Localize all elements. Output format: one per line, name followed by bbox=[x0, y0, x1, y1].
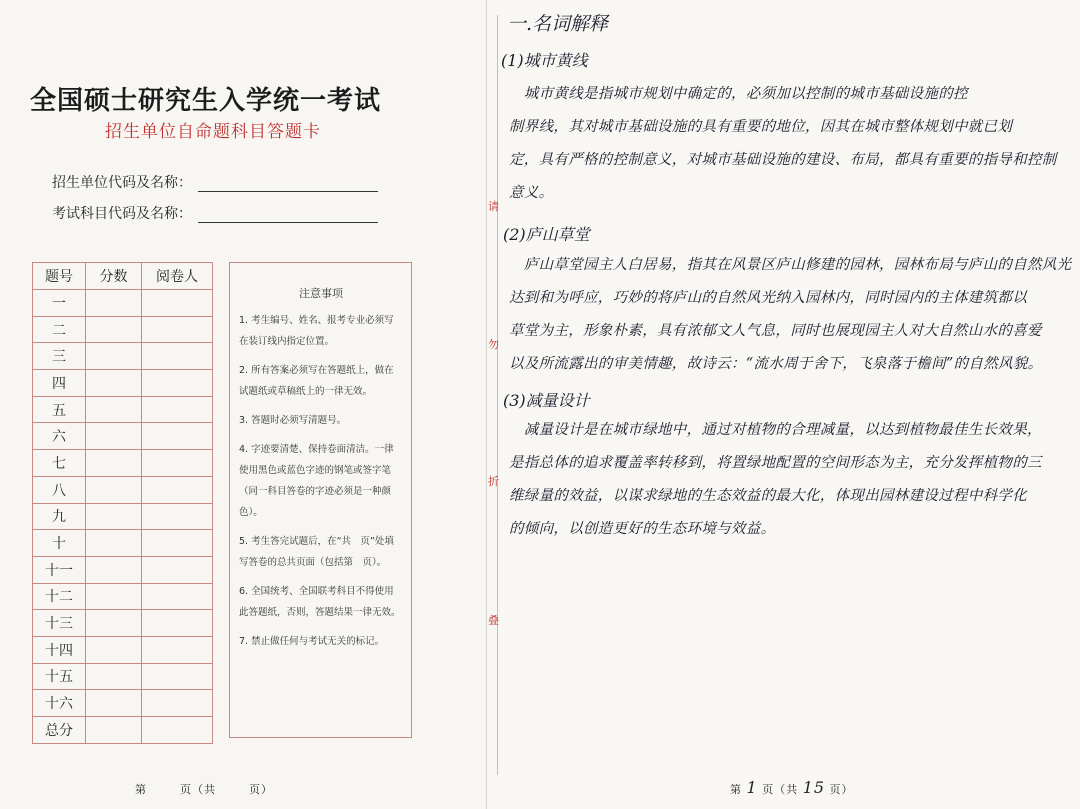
score-table-question-cell: 十五 bbox=[33, 663, 86, 690]
score-table-header-grader: 阅卷人 bbox=[142, 263, 213, 290]
answer-line: 达到和为呼应，巧妙的将庐山的自然风光纳入园林内，同时园内的主体建筑都以 bbox=[509, 290, 1027, 306]
score-table-question-cell: 四 bbox=[33, 370, 86, 397]
unit-code-label: 招生单位代码及名称： bbox=[52, 175, 192, 191]
section-title: (2)庐山草堂 bbox=[503, 225, 590, 244]
answer-line: 庐山草堂园主人白居易，指其在风景区庐山修建的园林，园林布局与庐山的自然风光 bbox=[509, 257, 1072, 273]
score-table-score-cell[interactable] bbox=[86, 610, 142, 637]
section-body bbox=[509, 78, 1057, 210]
score-table-score-cell[interactable] bbox=[86, 476, 142, 503]
score-table-row bbox=[33, 690, 213, 717]
score-table-score-cell[interactable] bbox=[86, 663, 142, 690]
score-table-question-cell: 总分 bbox=[33, 717, 86, 744]
note-item: 7. 禁止做任何与考试无关的标记。 bbox=[239, 636, 385, 647]
score-table-grader-cell[interactable] bbox=[142, 396, 213, 423]
score-table-score-cell[interactable] bbox=[86, 343, 142, 370]
score-table-question-cell: 十 bbox=[33, 530, 86, 557]
score-table-row bbox=[33, 503, 213, 530]
score-table-grader-cell[interactable] bbox=[142, 690, 213, 717]
unit-code-blank[interactable] bbox=[198, 179, 378, 192]
subject-code-blank[interactable] bbox=[198, 210, 378, 223]
score-table-header-score: 分数 bbox=[86, 263, 142, 290]
score-table-row bbox=[33, 610, 213, 637]
score-table-row bbox=[33, 636, 213, 663]
answer-line: 制界线，其对城市基础设施的具有重要的地位，因其在城市整体规划中就已划 bbox=[509, 119, 1013, 135]
score-table-question-cell: 八 bbox=[33, 476, 86, 503]
score-table-grader-cell[interactable] bbox=[142, 636, 213, 663]
footer-middle: 页（共 bbox=[762, 783, 799, 796]
unit-code-field[interactable] bbox=[52, 172, 378, 192]
handwritten-answer-page bbox=[487, 0, 1080, 809]
answer-card-cover-page bbox=[0, 0, 487, 809]
score-table-grader-cell[interactable] bbox=[142, 663, 213, 690]
score-table-score-cell[interactable] bbox=[86, 690, 142, 717]
score-table-grader-cell[interactable] bbox=[142, 503, 213, 530]
footer-suffix: 页） bbox=[829, 783, 854, 796]
answer-line: 维绿量的效益，以谋求绿地的生态效益的最大化，体现出园林建设过程中科学化 bbox=[509, 488, 1027, 504]
answer-heading: 一.名词解释 bbox=[507, 13, 609, 35]
section-title: (1)城市黄线 bbox=[501, 51, 588, 70]
answer-line: 草堂为主，形象朴素，具有浓郁文人气息，同时也展现园主人对大自然山水的喜爱 bbox=[509, 323, 1042, 339]
margin-char-die: 叠 bbox=[488, 614, 499, 627]
score-table-grader-cell[interactable] bbox=[142, 476, 213, 503]
score-table-question-cell: 十一 bbox=[33, 556, 86, 583]
score-table-row bbox=[33, 530, 213, 557]
score-table-score-cell[interactable] bbox=[86, 583, 142, 610]
score-table-question-cell: 九 bbox=[33, 503, 86, 530]
score-table-score-cell[interactable] bbox=[86, 370, 142, 397]
score-table-row bbox=[33, 583, 213, 610]
margin-char-wu: 勿 bbox=[488, 338, 499, 351]
score-table-question-cell: 二 bbox=[33, 316, 86, 343]
score-table-grader-cell[interactable] bbox=[142, 343, 213, 370]
section-body bbox=[509, 249, 1071, 381]
score-table-score-cell[interactable] bbox=[86, 717, 142, 744]
score-table-grader-cell[interactable] bbox=[142, 316, 213, 343]
score-table bbox=[32, 262, 213, 744]
page-footer bbox=[135, 781, 273, 797]
footer-total-pages[interactable]: 15 bbox=[802, 778, 826, 797]
score-table-row bbox=[33, 556, 213, 583]
footer-prefix: 第 bbox=[135, 783, 147, 796]
page-footer bbox=[730, 778, 854, 797]
score-table-question-cell: 十六 bbox=[33, 690, 86, 717]
score-table-question-cell: 十二 bbox=[33, 583, 86, 610]
answer-line: 减量设计是在城市绿地中，通过对植物的合理减量，以达到植物最佳生长效果， bbox=[509, 422, 1042, 438]
notes-box bbox=[229, 262, 412, 738]
exam-subtitle: 招生单位自命题科目答题卡 bbox=[105, 122, 321, 142]
score-table-question-cell: 十三 bbox=[33, 610, 86, 637]
score-table-score-cell[interactable] bbox=[86, 396, 142, 423]
score-table-row bbox=[33, 663, 213, 690]
exam-title: 全国硕士研究生入学统一考试 bbox=[30, 86, 382, 116]
score-table-score-cell[interactable] bbox=[86, 503, 142, 530]
score-table-grader-cell[interactable] bbox=[142, 583, 213, 610]
score-table-score-cell[interactable] bbox=[86, 290, 142, 317]
margin-char-qing: 请 bbox=[488, 200, 499, 213]
note-item: 1. 考生编号、姓名、报考专业必须写在装订线内指定位置。 bbox=[239, 315, 394, 347]
score-table-row bbox=[33, 423, 213, 450]
score-table-grader-cell[interactable] bbox=[142, 423, 213, 450]
note-item: 4. 字迹要清楚、保持卷面清洁。一律使用黑色或蓝色字迹的钢笔或签字笔（同一科目答卷的字迹必须是一种颜色）。 bbox=[239, 444, 394, 518]
footer-suffix: 页） bbox=[249, 783, 273, 796]
section-title: (3)减量设计 bbox=[503, 391, 590, 410]
note-item: 5. 考生答完试题后，在“共 页”处填写答卷的总共页面（包括第 页）。 bbox=[239, 536, 394, 568]
score-table-score-cell[interactable] bbox=[86, 556, 142, 583]
score-table-grader-cell[interactable] bbox=[142, 530, 213, 557]
footer-prefix: 第 bbox=[730, 783, 742, 796]
score-table-row bbox=[33, 290, 213, 317]
score-table-score-cell[interactable] bbox=[86, 423, 142, 450]
score-table-question-cell: 十四 bbox=[33, 636, 86, 663]
footer-page-number[interactable]: 1 bbox=[746, 778, 758, 797]
score-table-grader-cell[interactable] bbox=[142, 450, 213, 477]
score-table-question-cell: 五 bbox=[33, 396, 86, 423]
section-body bbox=[509, 414, 1042, 546]
score-table-row bbox=[33, 370, 213, 397]
answer-line: 的倾向，以创造更好的生态环境与效益。 bbox=[509, 521, 776, 537]
score-table-question-cell: 六 bbox=[33, 423, 86, 450]
notes-title: 注意事项 bbox=[299, 287, 343, 300]
binding-margin-line bbox=[497, 15, 498, 775]
note-item: 3. 答题时必须写清题号。 bbox=[239, 415, 347, 426]
score-table-body bbox=[33, 290, 213, 744]
note-item: 2. 所有答案必须写在答题纸上，做在试题纸或草稿纸上的一律无效。 bbox=[239, 365, 394, 397]
subject-code-field[interactable] bbox=[52, 203, 378, 223]
score-table-question-cell: 七 bbox=[33, 450, 86, 477]
footer-middle: 页（共 bbox=[180, 783, 216, 796]
score-table-score-cell[interactable] bbox=[86, 316, 142, 343]
score-table-grader-cell[interactable] bbox=[142, 290, 213, 317]
score-table-question-cell: 一 bbox=[33, 290, 86, 317]
score-table-row bbox=[33, 450, 213, 477]
score-table-row bbox=[33, 396, 213, 423]
score-table-grader-cell[interactable] bbox=[142, 610, 213, 637]
score-table-grader-cell[interactable] bbox=[142, 717, 213, 744]
answer-line: 城市黄线是指城市规划中确定的，必须加以控制的城市基础设施的控 bbox=[509, 86, 968, 102]
score-table-row bbox=[33, 343, 213, 370]
answer-line: 以及所流露出的审美情趣，故诗云：“流水周于舍下，飞泉落于檐间”的自然风貌。 bbox=[509, 356, 1043, 372]
score-table-score-cell[interactable] bbox=[86, 450, 142, 477]
score-table-question-cell: 三 bbox=[33, 343, 86, 370]
note-item: 6. 全国统考、全国联考科目不得使用此答题纸，否则，答题结果一律无效。 bbox=[239, 586, 401, 618]
answer-line: 意义。 bbox=[509, 185, 554, 201]
score-table-row bbox=[33, 717, 213, 744]
score-table-grader-cell[interactable] bbox=[142, 556, 213, 583]
score-table-score-cell[interactable] bbox=[86, 530, 142, 557]
score-table-grader-cell[interactable] bbox=[142, 370, 213, 397]
score-table-row bbox=[33, 316, 213, 343]
score-table-row bbox=[33, 476, 213, 503]
answer-line: 定，具有严格的控制意义，对城市基础设施的建设、布局，都具有重要的指导和控制 bbox=[509, 152, 1057, 168]
answer-line: 是指总体的追求覆盖率转移到，将置绿地配置的空间形态为主，充分发挥植物的三 bbox=[509, 455, 1042, 471]
margin-char-zhe: 折 bbox=[488, 475, 499, 488]
subject-code-label: 考试科目代码及名称： bbox=[52, 206, 192, 222]
score-table-score-cell[interactable] bbox=[86, 636, 142, 663]
score-table-header-question: 题号 bbox=[33, 263, 86, 290]
